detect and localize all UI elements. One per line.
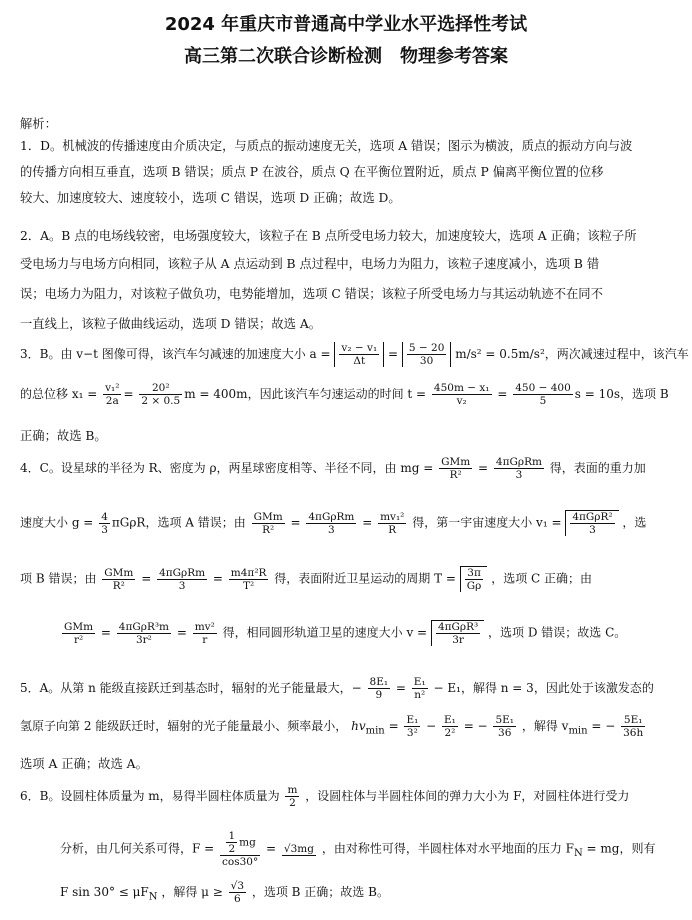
q2-line2: 受电场力与电场方向相同，该粒子从 A 点运动到 B 点过程中，电场力为阻力，该粒子速度减小，选项 B 错: [20, 257, 600, 271]
q5-line2: 氢原子向第 2 能级跃迁时，辐射的光子能量最小、频率最小， $hv_{min}$ = $\frac{\text{E₁}}{\text{3²}}$ − $\frac{\text{E₁}}{\text{2²}}$ = − $\frac{\text{5E₁}}{36}$ ，解得 $v_{min}$ = − $\frac{\text{5E₁}}{36h}$: [20, 714, 644, 739]
q5-line1: 5．A。从第 n 能级直接跃迁到基态时，辐射的光子能量最大，− $\frac{\text{8E₁}}{9}$ = $\frac{\text{E₁}}{\text{n²}}$ − E₁，解得 n = 3，因此处于该激发态的: [20, 676, 654, 701]
q4-line2: 速度大小 g = $\frac{4}{3}$ πGρR，选项 A 错误；由 GMm R² = 4πGρRm 3 = $\frac{\text{mv₁²}}{R}$ 得，第一宇宙速度大小 v₁ = 4πGρR² 3 ，选: [20, 510, 647, 536]
q6-line3: F $\sin 30^\circ \le \mu F_N$ ，解得 μ ≥ $\frac{√3}{6}$ ，选项 B 正确；故选 B。: [60, 880, 389, 905]
exam-title: 2024 年重庆市普通高中学业水平选择性考试: [164, 14, 528, 35]
q1-line2: 的传播方向相互垂直，选项 B 错误；质点 P 在波谷，质点 Q 在平衡位置附近，质点 P 偏离平衡位置的位移: [20, 165, 604, 179]
q4-line3: 项 B 错误；由 GMm R² = 4πGρRm 3 = $\frac{\text{m4π²R}}{\text{T²}}$ 得，表面附近卫星运动的周期 T = $\frac{3\pi}{G\rho}$ ，选项 C 正确；由: [20, 566, 592, 592]
q3-line2: 的总位移 x₁ = $\frac{\text{v₁²}}{2a}$ = $\frac{\text{20²}}{2 \times 0.5}$ m = 400m，因此该汽车匀速运动的时间 t = $\frac{\text{450m − x₁}}{\text{v₂}}$ = $\frac{450 - 400}{5}$ s = 10s，选项 B: [20, 382, 669, 407]
q4-line1: 4．C。设星球的半径为 R、密度为 ρ，两星球密度相等、半径不同，由 mg = GMm R² = 4πGρRm 3 得，表面的重力加: [20, 456, 646, 481]
q1-line1: 1．D。机械波的传播速度由介质决定，与质点的振动速度无关，选项 A 错误；图示为横波，质点的振动方向与波: [20, 139, 633, 153]
q1-line3: 较大、加速度较大、速度较小，选项 C 错误，选项 D 正确；故选 D。: [20, 191, 401, 205]
q2-line4: 一直线上，该粒子做曲线运动，选项 D 错误；故选 A。: [20, 317, 321, 331]
q3-line3: 正确；故选 B。: [20, 429, 107, 443]
q2-line3: 误；电场力为阻力，对该粒子做负功，电势能增加，选项 C 错误；该粒子所受电场力与其运动轨迹不在同不: [20, 287, 603, 301]
q6-line1: 6．B。设圆柱体质量为 m，易得半圆柱体质量为 $\frac{m}{2}$ ，设圆柱体与半圆柱体间的弹力大小为 F，对圆柱体进行受力: [20, 784, 630, 809]
q5-line3: 选项 A 正确；故选 A。: [20, 757, 148, 771]
q2-line1: 2．A。B 点的电场线较密，电场强度较大，该粒子在 B 点所受电场力较大，加速度较大，选项 A 正确；该粒子所: [20, 229, 637, 243]
q4-line4: GMm r² = 4πGρR³m 3r² = $\frac{\text{mv²}}{r}$ 得，相同圆形轨道卫星的速度大小 v = 4πGρR³ 3r ，选项 D 错误；故选 C。: [64, 620, 627, 646]
answer-key-title: 高三第二次联合诊断检测 物理参考答案: [184, 46, 508, 67]
q6-line2: 分析，由几何关系可得，F = $\frac{1}{2}$ mg cos30° = √3mg ，由对称性可得，半圆柱体对水平地面的压力 $F_N$ = mg，则有: [60, 830, 656, 868]
q3-line1: 3．B。由 v−t 图像可得，该汽车匀减速的加速度大小 a = $\frac{\text{v₂ − v₁}}{\Delta t}$ = $\frac{5 - 20}{30}$ m/s² = 0.5m/s²，两次减速过程中，该汽车: [20, 342, 689, 367]
analysis-label: 解析：: [20, 117, 57, 131]
